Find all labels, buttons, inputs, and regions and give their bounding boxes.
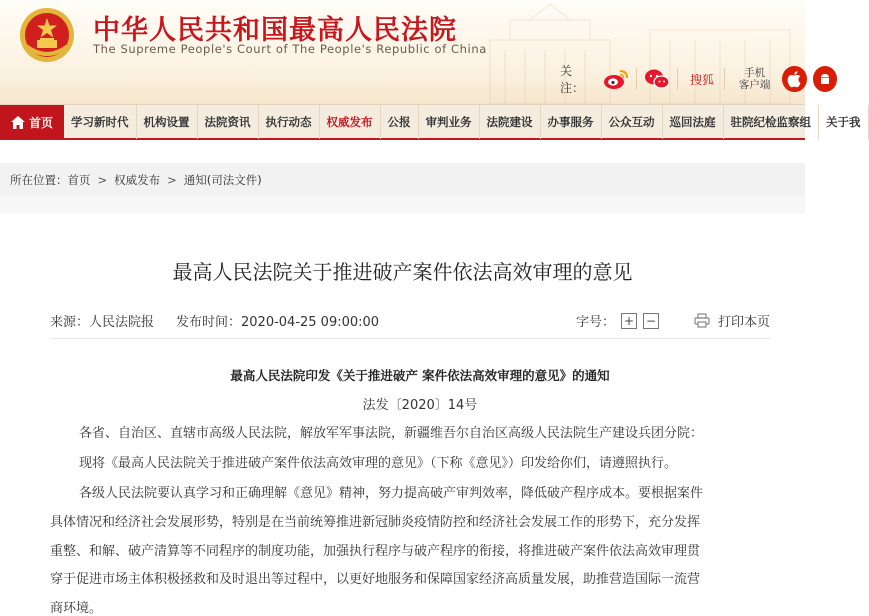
site-title: 中华人民共和国最高人民法院 [93, 15, 457, 46]
mobile-line-2: 客户端 [738, 79, 771, 91]
breadcrumb-current[interactable]: 通知(司法文件) [183, 172, 262, 187]
paragraph-body-line: 商环境。 [50, 601, 103, 616]
paragraph-notice: 现将《最高人民法院关于推进破产案件依法高效审理的意见》（下称《意见》）印发给你们，请遵照执行。 [79, 456, 678, 471]
nav-item-news[interactable]: 法院资讯 [198, 105, 259, 139]
breadcrumb-separator: > [97, 172, 108, 187]
divider [724, 68, 725, 90]
site-subtitle: The Supreme People's Court of The People's Republic of China [93, 42, 487, 56]
nav-item-gazette[interactable]: 公报 [381, 105, 419, 139]
print-label: 打印本页 [718, 315, 771, 330]
font-size-control [576, 311, 659, 330]
notice-title: 最高人民法院印发《关于推进破产 案件依法高效审理的意见》的通知 [230, 368, 610, 383]
national-emblem-logo[interactable] [18, 6, 76, 64]
nav-item-court-building[interactable]: 法院建设 [480, 105, 541, 139]
paragraph-body-line: 穿于促进市场主体积极拯救和及时退出等过程中，以更好地服务和保障国家经济高质量发展，助推营造国际一流营 [50, 572, 701, 587]
article-meta [50, 311, 770, 329]
article-title: 最高人民法院关于推进破产案件依法高效审理的意见 [172, 260, 633, 284]
nav-item-organization[interactable]: 机构设置 [137, 105, 198, 139]
nav-item-inspection[interactable]: 驻院纪检监察组 [724, 105, 820, 139]
nav-item-about[interactable]: 关于我 [819, 105, 869, 139]
follow-label: 关注： [560, 64, 585, 95]
print-button[interactable] [694, 311, 770, 330]
font-increase-button[interactable]: + [621, 313, 637, 329]
home-icon [11, 116, 25, 129]
nav-home[interactable] [0, 105, 64, 139]
nav-item-study[interactable]: 学习新时代 [64, 105, 137, 139]
paragraph-addressees: 各省、自治区、直辖市高级人民法院，解放军军事法院，新疆维吾尔自治区高级人民法院生产建设兵团分院： [79, 426, 704, 441]
breadcrumb-prefix: 所在位置： [10, 172, 68, 187]
follow-bar [560, 64, 837, 94]
breadcrumb-releases[interactable]: 权威发布 [114, 172, 161, 187]
search-link[interactable]: 搜狐 [690, 72, 715, 87]
spacer-bar [0, 196, 805, 214]
printer-icon [694, 313, 710, 328]
font-decrease-button[interactable]: − [643, 313, 659, 329]
font-size-label: 字号： [576, 315, 616, 330]
weibo-icon[interactable] [602, 64, 630, 94]
paragraph-body-line: 重整、和解、破产清算等不同程序的制度功能，加强执行程序与破产程序的衔接，将推进破产案件依法高效审理贯 [50, 544, 701, 559]
breadcrumb-home[interactable]: 首页 [67, 172, 91, 187]
article-source: 来源：人民法院报 [50, 315, 155, 330]
nav-item-enforcement[interactable]: 执行动态 [259, 105, 320, 139]
nav-item-interaction[interactable]: 公众互动 [602, 105, 663, 139]
meta-divider [50, 338, 770, 339]
mobile-client-link[interactable] [733, 67, 776, 91]
breadcrumb-separator: > [167, 172, 177, 187]
nav-item-circuit-court[interactable]: 巡回法庭 [663, 105, 724, 139]
document-number: 法发〔2020〕14号 [362, 398, 478, 413]
nav-home-label: 首页 [28, 115, 53, 130]
paragraph-body-line: 各级人民法院要认真学习和正确理解《意见》精神，努力提高破产审判效率，降低破产程序成本。要根据案件 [79, 486, 704, 501]
paragraph-body-line: 具体情况和经济社会发展形势，特别是在当前统筹推进新冠肺炎疫情防控和经济社会发展工作的形势下，充分发挥 [50, 515, 701, 530]
nav-item-services[interactable]: 办事服务 [541, 105, 602, 139]
divider [677, 68, 678, 90]
nav-item-releases[interactable]: 权威发布 [320, 105, 381, 139]
breadcrumb [0, 163, 805, 196]
android-icon[interactable] [813, 66, 837, 92]
wechat-icon[interactable] [643, 64, 671, 94]
nav-item-trial[interactable]: 审判业务 [419, 105, 480, 139]
main-nav [0, 104, 861, 140]
divider [636, 68, 637, 90]
apple-icon[interactable] [782, 66, 806, 92]
publish-time: 发布时间：2020-04-25 09:00:00 [176, 315, 380, 330]
site-header [0, 0, 805, 104]
mobile-line-1: 手机 [744, 67, 766, 79]
